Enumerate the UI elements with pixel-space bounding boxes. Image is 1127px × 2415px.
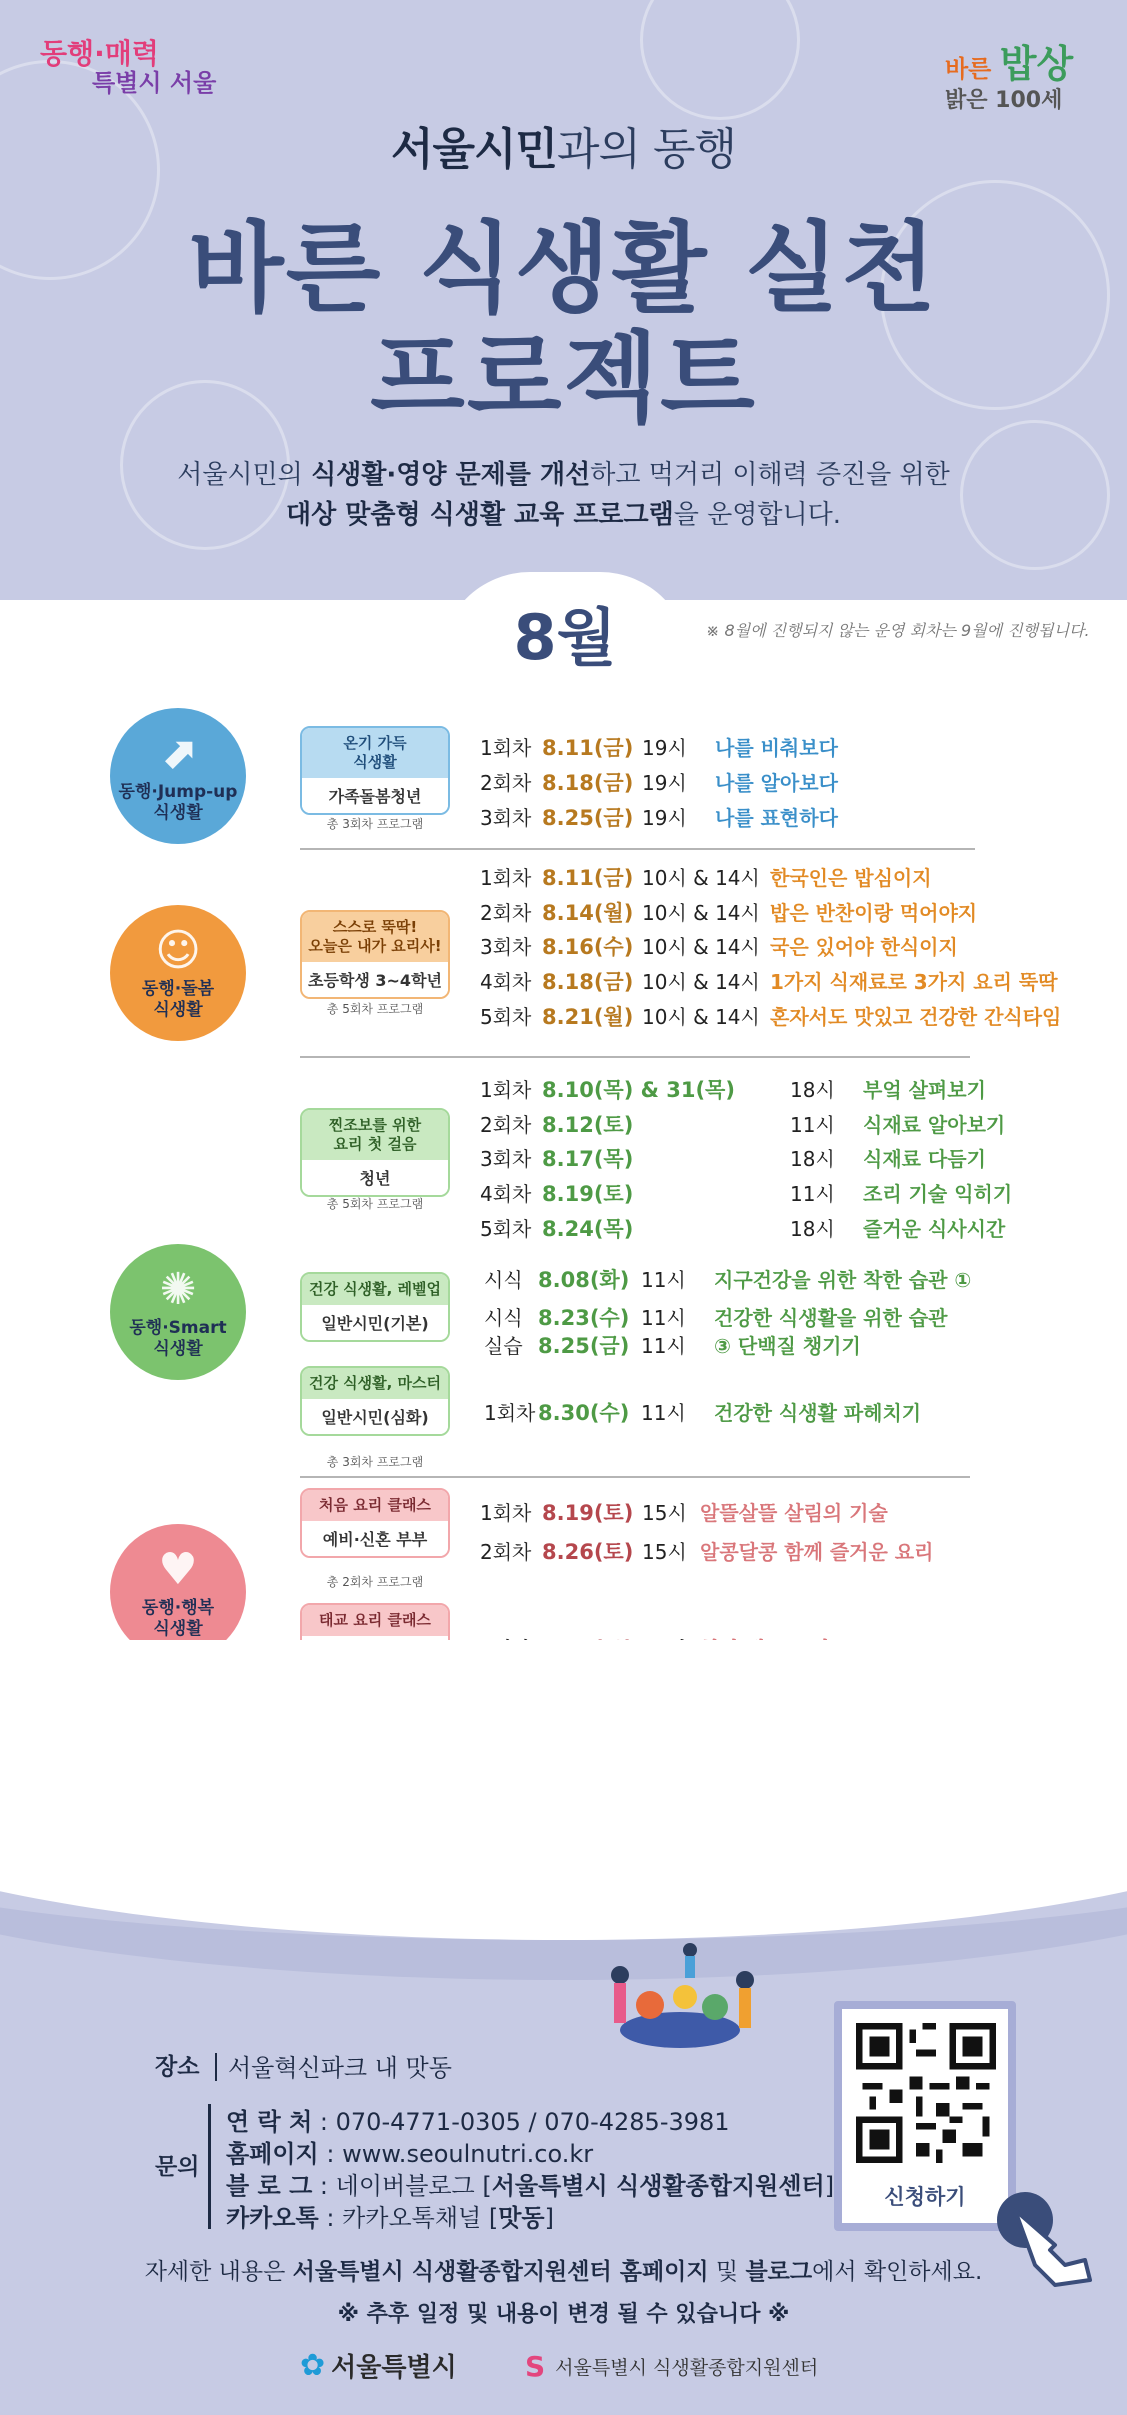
section-divider: [300, 1476, 970, 1478]
session-topic: 건강한 식생활을 위한 습관: [714, 1306, 948, 1330]
category-happy: ♥ 동행·행복 식생활: [110, 1524, 246, 1660]
session-sess: 5회차: [480, 1005, 532, 1029]
session-date: 8.19(토): [542, 1501, 634, 1525]
lightbulb-icon: ✺: [159, 1263, 197, 1315]
center-symbol-icon: S: [525, 2350, 546, 2383]
session-topic: 건강한 식생활 파헤치기: [714, 1401, 922, 1425]
category-smart: ✺ 동행·Smart 식생활: [110, 1244, 246, 1380]
session-row: [480, 1109, 1005, 1139]
content-bottom-curve: [0, 1640, 1127, 1940]
session-row: [480, 1074, 986, 1104]
kakao-link[interactable]: 맛동: [498, 2204, 545, 2232]
category-jumpup: ⬈ 동행·Jump-up 식생활: [110, 708, 246, 844]
session-row: [484, 1397, 921, 1427]
session-row: [480, 1178, 1012, 1208]
session-date: 8.24(목): [542, 1217, 634, 1241]
category-care: ☺ 동행·돌봄 식생활: [110, 905, 246, 1041]
session-time: 11시: [790, 1113, 835, 1137]
session-sess: 4회차: [480, 970, 532, 994]
session-sess: 5회차: [480, 1217, 532, 1241]
session-row: [480, 1536, 933, 1566]
session-time: 19시: [642, 736, 687, 760]
session-date: 8.18(금): [542, 771, 634, 795]
session-row: [484, 1264, 971, 1294]
session-sess: 2회차: [480, 901, 532, 925]
session-topic: 알콩달콩 함께 즐거운 요리: [700, 1540, 934, 1564]
seoul-symbol-icon: ✿: [300, 2348, 326, 2383]
session-date: 8.25(금): [542, 806, 634, 830]
session-date: 8.11(금): [542, 736, 634, 760]
session-topic: 알뜰살뜰 살림의 기술: [700, 1501, 888, 1525]
session-sess: 시식: [484, 1268, 523, 1292]
place-value: 서울혁신파크 내 맛동: [228, 2054, 452, 2082]
session-sess: 2회차: [480, 771, 532, 795]
session-time: 10시 & 14시: [642, 1005, 760, 1029]
session-topic: 조리 기술 익히기: [863, 1182, 1013, 1206]
session-sess: 실습: [484, 1334, 523, 1358]
session-sess: 1회차: [480, 1501, 532, 1525]
section-divider: [300, 848, 975, 850]
session-row: [480, 931, 958, 961]
session-topic: 국은 있어야 한식이지: [770, 935, 958, 959]
homepage-link[interactable]: www.seoulnutri.co.kr: [342, 2140, 594, 2168]
detail-info-text: 자세한 내용은 서울특별시 식생활종합지원센터 홈페이지 및 블로그에서 확인하세요.: [144, 2259, 983, 2285]
bareun-bapsang-logo: 바른 밥상 밝은 100세: [945, 42, 1074, 113]
session-sess: 1회차: [480, 866, 532, 890]
intro-text: 서울시민의 식생활·영양 문제를 개선하고 먹거리 이해력 증진을 위한 대상 맞춤형 식생활 교육 프로그램을 운영합니다.: [177, 460, 950, 531]
blog-row: 블 로 그 : 네이버블로그 [서울특별시 식생활종합지원센터]: [226, 2172, 835, 2200]
session-row: [484, 1330, 861, 1360]
session-time: 19시: [642, 771, 687, 795]
session-time: 10시 & 14시: [642, 901, 760, 925]
session-time: 18시: [790, 1217, 835, 1241]
session-sess: 4회차: [480, 1182, 532, 1206]
blog-link[interactable]: 서울특별시 식생활종합지원센터: [491, 2172, 825, 2200]
session-row: [480, 966, 1058, 996]
program-smart-youth: 찐조보를 위한 요리 첫 걸음 청년: [300, 1108, 450, 1197]
session-row: [480, 802, 838, 832]
place-divider: [215, 2053, 217, 2081]
session-topic: 나를 비춰보다: [715, 736, 838, 760]
session-row: [480, 732, 838, 762]
session-date: 8.17(목): [542, 1147, 634, 1171]
program-note: 총 2회차 프로그램: [326, 1575, 424, 1589]
session-time: 15시: [642, 1501, 687, 1525]
program-note: 총 3회차 프로그램: [326, 817, 424, 831]
program-note: 총 3회차 프로그램: [326, 1455, 424, 1469]
session-row: [480, 862, 932, 892]
session-row: [480, 1001, 1061, 1031]
session-date: 8.25(금): [538, 1334, 630, 1358]
contact-label: 문의: [155, 2154, 200, 2180]
session-date: 8.12(토): [542, 1113, 634, 1137]
place-label: 장소: [155, 2054, 200, 2080]
session-date: 8.10(목) & 31(목): [542, 1078, 735, 1102]
session-topic: 식재료 다듬기: [863, 1147, 986, 1171]
qr-code[interactable]: [856, 2023, 996, 2163]
schedule-change-notice: ※ 추후 일정 및 내용이 변경 될 수 있습니다 ※: [337, 2302, 790, 2327]
session-sess: 3회차: [480, 935, 532, 959]
program-note: 총 5회차 프로그램: [326, 1002, 424, 1016]
session-topic: 1가지 식재료로 3가지 요리 뚝딱: [770, 970, 1058, 994]
session-topic: 나를 알아보다: [715, 771, 838, 795]
session-topic: 나를 표현하다: [715, 806, 838, 830]
session-topic: 지구건강을 위한 착한 습관 ①: [714, 1268, 972, 1292]
session-sess: 2회차: [480, 1113, 532, 1137]
session-time: 11시: [641, 1306, 686, 1330]
session-date: 8.19(토): [542, 1182, 634, 1206]
session-topic: 즐거운 식사시간: [863, 1217, 1006, 1241]
session-topic: ③ 단백질 챙기기: [714, 1334, 861, 1358]
session-date: 8.21(월): [542, 1005, 634, 1029]
homepage-row: 홈페이지 : www.seoulnutri.co.kr: [226, 2140, 594, 2168]
session-sess: 시식: [484, 1306, 523, 1330]
session-sess: 3회차: [480, 1147, 532, 1171]
seoul-city-logo: ✿ 서울특별시: [300, 2348, 457, 2383]
chef-icon: ☺: [155, 924, 201, 976]
program-smart-advanced: 건강 식생활, 마스터 일반시민(심화): [300, 1366, 450, 1436]
apply-button-label[interactable]: 신청하기: [884, 2185, 966, 2209]
contact-divider: [208, 2104, 211, 2229]
session-time: 18시: [790, 1078, 835, 1102]
session-date: 8.18(금): [542, 970, 634, 994]
program-jumpup: 온기 가득 식생활 가족돌봄청년: [300, 726, 450, 815]
kakao-row: 카카오톡 : 카카오톡채널 [맛동]: [226, 2204, 554, 2232]
session-date: 8.23(수): [538, 1306, 630, 1330]
session-sess: 2회차: [480, 1540, 532, 1564]
session-row: [480, 1213, 1005, 1243]
page-subtitle: 서울시민과의 동행: [390, 124, 737, 175]
session-date: 8.11(금): [542, 866, 634, 890]
session-topic: 부엌 살펴보기: [863, 1078, 986, 1102]
session-time: 10시 & 14시: [642, 866, 760, 890]
session-topic: 혼자서도 맛있고 건강한 간식타임: [770, 1005, 1062, 1029]
session-row: [480, 897, 977, 927]
program-happy-couple: 처음 요리 클래스 예비·신혼 부부: [300, 1488, 450, 1558]
session-sess: 1회차: [484, 1401, 536, 1425]
phone-row: 연 락 처 : 070-4771-0305 / 070-4285-3981: [226, 2108, 730, 2136]
apply-qr-card[interactable]: [834, 2001, 1016, 2231]
section-divider: [300, 1056, 970, 1058]
session-time: 10시 & 14시: [642, 970, 760, 994]
month-label: 8월: [513, 601, 617, 674]
session-time: 11시: [641, 1268, 686, 1292]
session-date: 8.08(화): [538, 1268, 630, 1292]
month-note: ※ 8월에 진행되지 않는 운영 회차는 9월에 진행됩니다.: [706, 621, 1090, 640]
session-time: 18시: [790, 1147, 835, 1171]
session-date: 8.30(수): [538, 1401, 630, 1425]
nutrition-center-logo: S 서울특별시 식생활종합지원센터: [525, 2350, 819, 2383]
session-topic: 밥은 반찬이랑 먹어야지: [770, 901, 978, 925]
session-date: 8.26(토): [542, 1540, 634, 1564]
session-topic: 식재료 알아보기: [863, 1113, 1006, 1137]
session-row: [484, 1302, 947, 1332]
up-arrow-family-icon: ⬈: [159, 727, 197, 779]
session-row: [480, 1143, 986, 1173]
session-date: 8.14(월): [542, 901, 634, 925]
program-note: 총 5회차 프로그램: [326, 1197, 424, 1211]
program-care: 스스로 뚝딱! 오늘은 내가 요리사! 초등학생 3~4학년: [300, 910, 450, 999]
session-time: 19시: [642, 806, 687, 830]
seoul-slogan-logo: 동행·매력 특별시 서울: [40, 37, 217, 98]
session-date: 8.16(수): [542, 935, 634, 959]
session-sess: 3회차: [480, 806, 532, 830]
session-time: 11시: [641, 1334, 686, 1358]
program-smart-basic: 건강 식생활, 레벨업 일반시민(기본): [300, 1272, 450, 1342]
page-title-line2: 프로젝트: [370, 322, 757, 436]
program-happy-prenatal: 태교 요리 클래스: [300, 1603, 450, 1673]
session-sess: 1회차: [480, 1078, 532, 1102]
session-time: 11시: [641, 1401, 686, 1425]
couple-icon: ♥: [158, 1543, 198, 1595]
session-sess: 1회차: [480, 736, 532, 760]
session-time: 15시: [642, 1540, 687, 1564]
session-row: [480, 767, 838, 797]
session-time: 11시: [790, 1182, 835, 1206]
page-title-line1: 바른 식생활 실천: [189, 212, 938, 326]
session-time: 10시 & 14시: [642, 935, 760, 959]
session-row: [480, 1497, 888, 1527]
cooking-people-illustration: [590, 1935, 770, 2055]
session-topic: 한국인은 밥심이지: [770, 866, 932, 890]
